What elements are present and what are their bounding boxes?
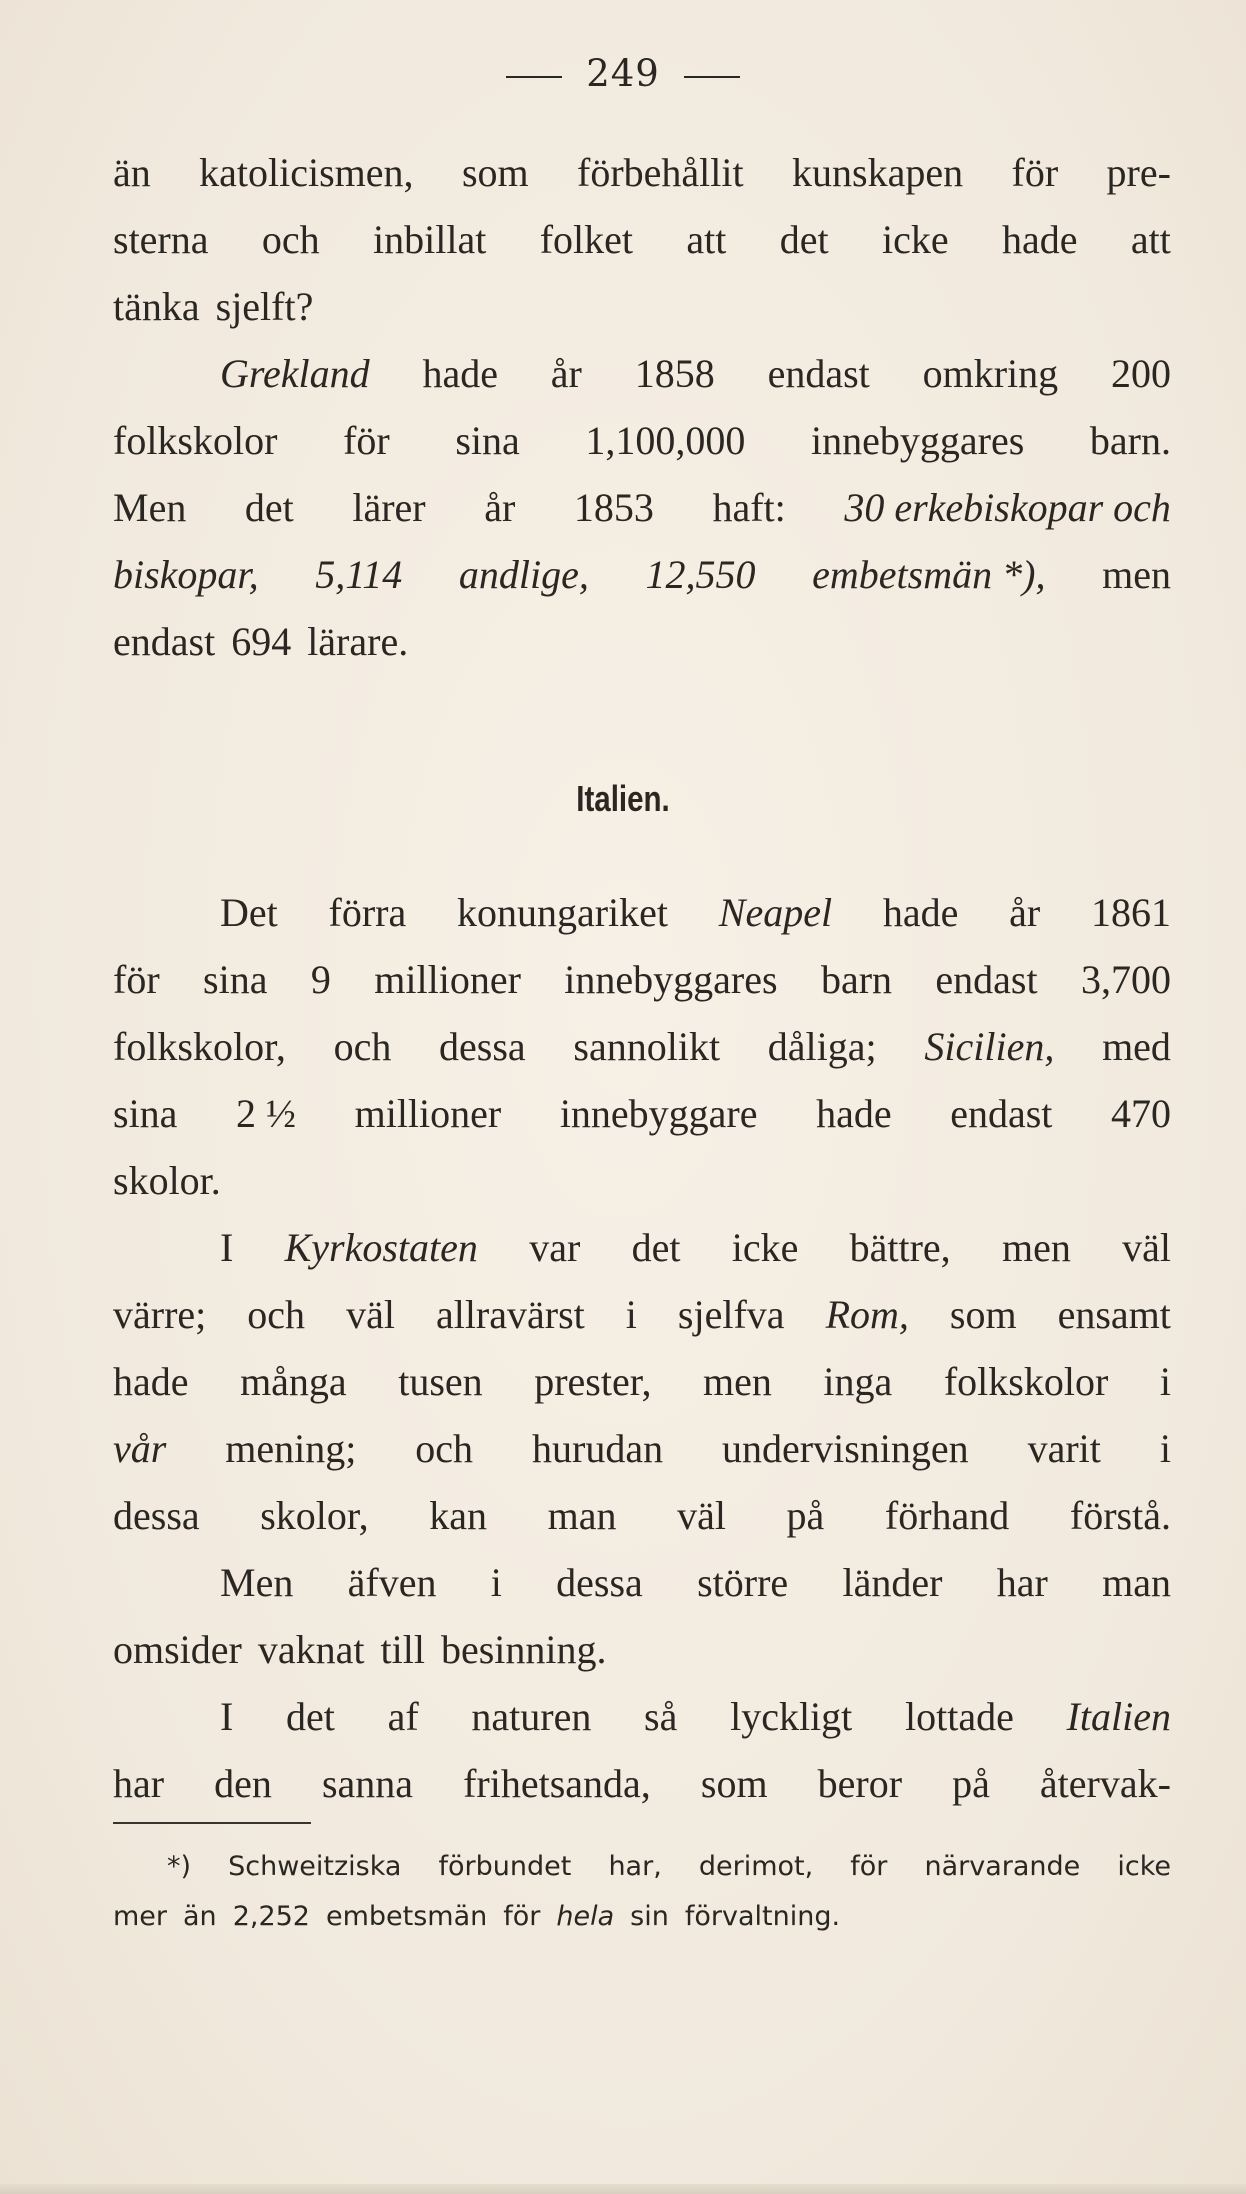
word: det xyxy=(244,485,294,530)
text-line xyxy=(113,608,1171,675)
text-line xyxy=(113,1616,1171,1683)
word: varit xyxy=(1027,1426,1101,1471)
word: Neapel xyxy=(718,890,833,935)
word: återvak- xyxy=(1039,1761,1171,1806)
word: dessa xyxy=(113,1493,200,1538)
word: pre- xyxy=(1106,150,1171,195)
word: allravärst xyxy=(435,1292,585,1337)
word: af xyxy=(387,1694,419,1739)
word: 30 erkebiskopar och xyxy=(844,485,1171,530)
text-line xyxy=(113,206,1171,273)
text-line xyxy=(113,474,1171,541)
word: icke xyxy=(882,217,949,262)
word: år xyxy=(484,485,516,530)
word: inga xyxy=(823,1359,893,1404)
word: som xyxy=(461,150,529,195)
word: barn xyxy=(820,957,893,1002)
word: kunskapen xyxy=(792,150,964,195)
word: folket xyxy=(539,217,634,262)
word: hade xyxy=(816,1091,892,1136)
word: tusen xyxy=(398,1359,483,1404)
word: embetsmän xyxy=(325,1901,488,1932)
word: lottade xyxy=(905,1694,1014,1739)
word: innebyggares xyxy=(564,957,778,1002)
word: hade xyxy=(113,1359,189,1404)
word: för xyxy=(1011,150,1059,195)
word: förhand xyxy=(884,1493,1010,1538)
word: sannolikt xyxy=(573,1024,721,1069)
word: millioner xyxy=(354,1091,502,1136)
word: sjelfva xyxy=(677,1292,785,1337)
word: men xyxy=(1102,552,1171,597)
word: på xyxy=(952,1761,990,1806)
paragraph-block-italy xyxy=(113,879,1171,1817)
word: 1861 xyxy=(1090,890,1171,935)
word: värre; xyxy=(113,1292,207,1337)
word: sina xyxy=(113,1091,178,1136)
word: lärare. xyxy=(307,619,409,664)
text-line xyxy=(113,879,1171,946)
text-line xyxy=(113,1549,1171,1616)
word: katolicismen, xyxy=(199,150,414,195)
word: och xyxy=(415,1426,474,1471)
word: frihetsanda, xyxy=(463,1761,651,1806)
word: sina xyxy=(455,418,520,463)
word: har xyxy=(996,1560,1048,1605)
word: sanna xyxy=(321,1761,414,1806)
word: *) xyxy=(167,1851,192,1882)
word: innebyggare xyxy=(559,1091,758,1136)
word: lärer xyxy=(352,485,426,530)
word: förstå. xyxy=(1069,1493,1171,1538)
word: kan xyxy=(429,1493,487,1538)
word: bättre, xyxy=(849,1225,951,1270)
word: den xyxy=(214,1761,272,1806)
word: skolor. xyxy=(113,1158,221,1203)
word: väl xyxy=(1122,1225,1171,1270)
word: 1853 xyxy=(573,485,654,530)
word: Italien xyxy=(1066,1694,1171,1739)
word: Men xyxy=(113,485,187,530)
word: endast xyxy=(767,351,870,396)
word: förra xyxy=(328,890,407,935)
text-line xyxy=(113,1013,1171,1080)
word: Men xyxy=(220,1560,294,1605)
word: än xyxy=(183,1901,217,1932)
word: men xyxy=(1001,1225,1071,1270)
word: beror xyxy=(817,1761,903,1806)
word: 12,550 xyxy=(645,552,756,597)
word: väl xyxy=(346,1292,395,1337)
word: Schweitziska xyxy=(228,1851,402,1882)
text-line xyxy=(113,541,1171,608)
word: endast xyxy=(935,957,1038,1002)
word: sina xyxy=(203,957,268,1002)
word: I xyxy=(220,1694,234,1739)
page-edge xyxy=(0,2184,1246,2194)
word: embetsmän *), xyxy=(812,552,1046,597)
section-heading: Italien. xyxy=(576,778,670,819)
word: år xyxy=(1009,890,1041,935)
footnote xyxy=(113,1842,1171,1942)
word: länder xyxy=(842,1560,943,1605)
word: för xyxy=(850,1851,888,1882)
word: större xyxy=(697,1560,789,1605)
word: I xyxy=(220,1225,234,1270)
text-line xyxy=(113,1482,1171,1549)
text-line xyxy=(113,139,1171,206)
word: endast xyxy=(950,1091,1053,1136)
word: i xyxy=(625,1292,637,1337)
word: 3,700 xyxy=(1080,957,1171,1002)
word: skolor, xyxy=(260,1493,369,1538)
word: lyckligt xyxy=(730,1694,853,1739)
text-line xyxy=(113,1842,1171,1892)
word: många xyxy=(240,1359,347,1404)
word: 2 ½ xyxy=(236,1091,297,1136)
word: år xyxy=(550,351,582,396)
word: och xyxy=(247,1292,306,1337)
word: sin xyxy=(630,1901,669,1932)
word: äfven xyxy=(347,1560,437,1605)
word: tänka xyxy=(113,284,200,329)
word: endast xyxy=(113,619,216,664)
text-line xyxy=(113,1750,1171,1817)
word: innebyggares xyxy=(811,418,1025,463)
word: och xyxy=(333,1024,392,1069)
word: konungariket xyxy=(456,890,669,935)
word: det xyxy=(779,217,829,262)
page-number-text: 249 xyxy=(586,52,660,95)
text-line xyxy=(113,1147,1171,1214)
word: biskopar, xyxy=(113,552,259,597)
word: till xyxy=(380,1627,425,1672)
word: var xyxy=(529,1225,581,1270)
page-number xyxy=(0,52,1246,95)
text-line xyxy=(113,946,1171,1013)
text-line xyxy=(113,1281,1171,1348)
word: man xyxy=(1102,1560,1171,1605)
word: i xyxy=(1159,1426,1171,1471)
word: i xyxy=(1159,1359,1171,1404)
word: för xyxy=(503,1901,541,1932)
word: Sicilien, xyxy=(924,1024,1055,1069)
word: i xyxy=(490,1560,502,1605)
word: hade xyxy=(422,351,498,396)
word: dessa xyxy=(439,1024,526,1069)
word: omkring xyxy=(922,351,1059,396)
word: för xyxy=(113,957,160,1002)
word: 694 xyxy=(231,619,292,664)
word: barn. xyxy=(1089,418,1171,463)
word: men xyxy=(703,1359,772,1404)
word: det xyxy=(631,1225,681,1270)
word: folkskolor xyxy=(113,418,278,463)
word: Kyrkostaten xyxy=(284,1225,478,1270)
word: sterna xyxy=(113,217,209,262)
paragraph-block-greece xyxy=(113,139,1171,675)
footnote-rule xyxy=(113,1822,311,1824)
word: förbundet xyxy=(438,1851,572,1882)
word: mer xyxy=(113,1901,168,1932)
word: Det xyxy=(220,890,278,935)
word: att xyxy=(686,217,727,262)
word: hade xyxy=(1002,217,1078,262)
word: förvaltning. xyxy=(684,1901,841,1932)
word: Grekland xyxy=(220,351,370,396)
word: närvarande xyxy=(924,1851,1081,1882)
word: folkskolor, xyxy=(113,1024,286,1069)
word: andlige, xyxy=(458,552,589,597)
word: icke xyxy=(1117,1851,1171,1882)
word: hade xyxy=(882,890,959,935)
word: 200 xyxy=(1110,351,1171,396)
word: prester, xyxy=(534,1359,652,1404)
word: har, xyxy=(608,1851,662,1882)
word: på xyxy=(786,1493,825,1538)
word: millioner xyxy=(374,957,521,1002)
word: sjelft? xyxy=(215,284,314,329)
word: naturen xyxy=(471,1694,592,1739)
text-line xyxy=(113,340,1171,407)
word: Rom, xyxy=(825,1292,909,1337)
word: med xyxy=(1102,1024,1171,1069)
word: dåliga; xyxy=(767,1024,877,1069)
word: som xyxy=(949,1292,1017,1337)
word: hurudan xyxy=(532,1426,664,1471)
word: man xyxy=(547,1493,617,1538)
word: det xyxy=(286,1694,335,1739)
text-line xyxy=(113,1080,1171,1147)
word: derimot, xyxy=(698,1851,814,1882)
word: 1858 xyxy=(634,351,715,396)
word: vår xyxy=(113,1426,167,1471)
text-line xyxy=(113,407,1171,474)
word: omsider xyxy=(113,1627,242,1672)
word: haft: xyxy=(712,485,786,530)
word: 2,252 xyxy=(232,1901,310,1932)
word: väl xyxy=(677,1493,726,1538)
word: 5,114 xyxy=(315,552,403,597)
word: som xyxy=(700,1761,768,1806)
word: så xyxy=(644,1694,678,1739)
word: och xyxy=(261,217,320,262)
word: 470 xyxy=(1110,1091,1171,1136)
word: 1,100,000 xyxy=(585,418,746,463)
page-number-dash-left xyxy=(506,76,562,78)
word: mening; xyxy=(225,1426,357,1471)
page-number-dash-right xyxy=(684,76,740,78)
word: förbehållit xyxy=(577,150,744,195)
word: hela xyxy=(556,1901,615,1932)
text-line xyxy=(113,1214,1171,1281)
word: besinning. xyxy=(440,1627,607,1672)
text-line xyxy=(113,1892,1171,1942)
text-line xyxy=(113,1415,1171,1482)
word: för xyxy=(343,418,390,463)
text-line xyxy=(113,1348,1171,1415)
word: dessa xyxy=(556,1560,643,1605)
word: undervisningen xyxy=(722,1426,969,1471)
word: har xyxy=(113,1761,165,1806)
text-line xyxy=(113,273,1171,340)
word: folkskolor xyxy=(943,1359,1109,1404)
word: ensamt xyxy=(1057,1292,1171,1337)
word: icke xyxy=(731,1225,799,1270)
word: än xyxy=(113,150,151,195)
word: 9 xyxy=(310,957,331,1002)
text-line xyxy=(113,1683,1171,1750)
word: vaknat xyxy=(257,1627,365,1672)
word: att xyxy=(1130,217,1171,262)
word: inbillat xyxy=(373,217,487,262)
